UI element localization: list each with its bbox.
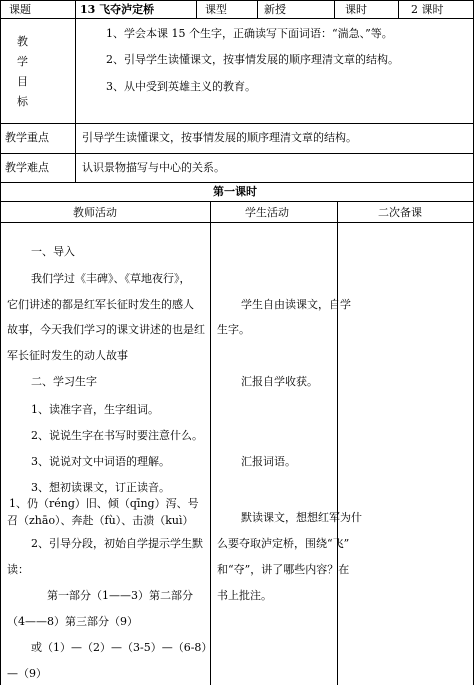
notes-col-label: 二次备课 (378, 206, 422, 219)
teacher-line: 二、学习生字 (31, 375, 97, 388)
teacher-activity-cell (0, 222, 211, 685)
teacher-line: 故事，今天我们学习的课文讲述的也是红 (7, 323, 205, 336)
goals-label-char: 教 (17, 35, 28, 48)
teacher-line: 一、导入 (31, 245, 75, 258)
teacher-line: 1、读准字音，生字组词。 (31, 403, 159, 416)
student-col-label: 学生活动 (245, 206, 289, 219)
teacher-col-header (0, 201, 211, 223)
student-col-header (210, 201, 338, 223)
topic-label: 课题 (9, 3, 31, 16)
goals-content-cell (75, 18, 474, 124)
teacher-line: 1、仍（réng）旧、倾（qīng）泻、号 (9, 497, 199, 510)
goals-label-char: 标 (17, 95, 28, 108)
teacher-line: 3、说说对文中词语的理解。 (31, 455, 170, 468)
key-point-label-cell (0, 123, 76, 154)
goals-label-cell (0, 18, 76, 124)
goals-label-char: 目 (17, 75, 28, 88)
difficulty-label-cell (0, 153, 76, 183)
hours-label: 课时 (345, 3, 367, 16)
topic-label-cell (0, 0, 76, 19)
key-point-label: 教学重点 (5, 131, 49, 144)
goal-item: 1、学会本课 15 个生字，正确读写下面词语：“湍急、”等。 (106, 27, 393, 40)
teacher-line: 2、说说生字在书写时要注意什么。 (31, 429, 203, 442)
student-line: 汇报词语。 (241, 455, 296, 468)
difficulty-content-cell (75, 153, 474, 183)
type-value: 新授 (264, 3, 286, 16)
teacher-line: （4——8）第三部分（9） (7, 615, 138, 628)
notes-col-header (337, 201, 474, 223)
hours-label-cell (334, 0, 399, 19)
teacher-line: 第一部分（1——3）第二部分 (47, 589, 193, 602)
teacher-line: 3、想初读课文，订正读音。 (31, 481, 170, 494)
teacher-line: 2、引导分段，初始自学提示学生默 (31, 537, 203, 550)
notes-cell (337, 222, 474, 685)
topic-value-cell (75, 0, 197, 19)
type-value-cell (257, 0, 335, 19)
teacher-line: 军长征时发生的动人故事 (7, 349, 128, 362)
student-line: 书上批注。 (217, 589, 272, 602)
topic-value: 13 飞夺泸定桥 (80, 3, 155, 16)
teacher-line: 召（zhāo）、奔赴（fù）、击溃（kuì） (7, 514, 194, 527)
teacher-line: 或（1）—（2）—（3-5）—（6-8） (31, 641, 213, 654)
key-point-content-cell (75, 123, 474, 154)
teacher-line: 它们讲述的都是红军长征时发生的感人 (7, 298, 194, 311)
teacher-line: —（9） (7, 667, 47, 680)
hours-value-cell (398, 0, 474, 19)
student-line: 生字。 (217, 323, 250, 336)
teacher-line: 我们学过《丰碑》、《草地夜行》， (31, 272, 191, 285)
teacher-line: 读： (7, 563, 29, 576)
type-label: 课型 (205, 3, 227, 16)
key-point-value: 引导学生读懂课文，按事情发展的顺序理清文章的结构。 (82, 131, 357, 144)
student-line: 汇报自学收获。 (241, 375, 318, 388)
hours-value: 2 课时 (411, 3, 444, 16)
student-line: 默读课文，想想红军为什 (241, 511, 362, 524)
student-line: 学生自由读课文，自学 (241, 298, 351, 311)
type-label-cell (196, 0, 258, 19)
session-title: 第一课时 (213, 185, 257, 198)
session-title-cell (0, 182, 474, 202)
goals-label-char: 学 (17, 55, 28, 68)
difficulty-value: 认识景物描写与中心的关系。 (82, 161, 225, 174)
goal-item: 3、从中受到英雄主义的教育。 (106, 80, 256, 93)
teacher-col-label: 教师活动 (73, 206, 117, 219)
difficulty-label: 教学难点 (5, 161, 49, 174)
goal-item: 2、引导学生读懂课文，按事情发展的顺序理清文章的结构。 (106, 53, 399, 66)
student-line: 和“夺”，讲了哪些内容？在 (217, 563, 350, 576)
student-activity-cell (210, 222, 362, 685)
student-line: 么要夺取泸定桥，围绕“飞” (217, 537, 350, 550)
